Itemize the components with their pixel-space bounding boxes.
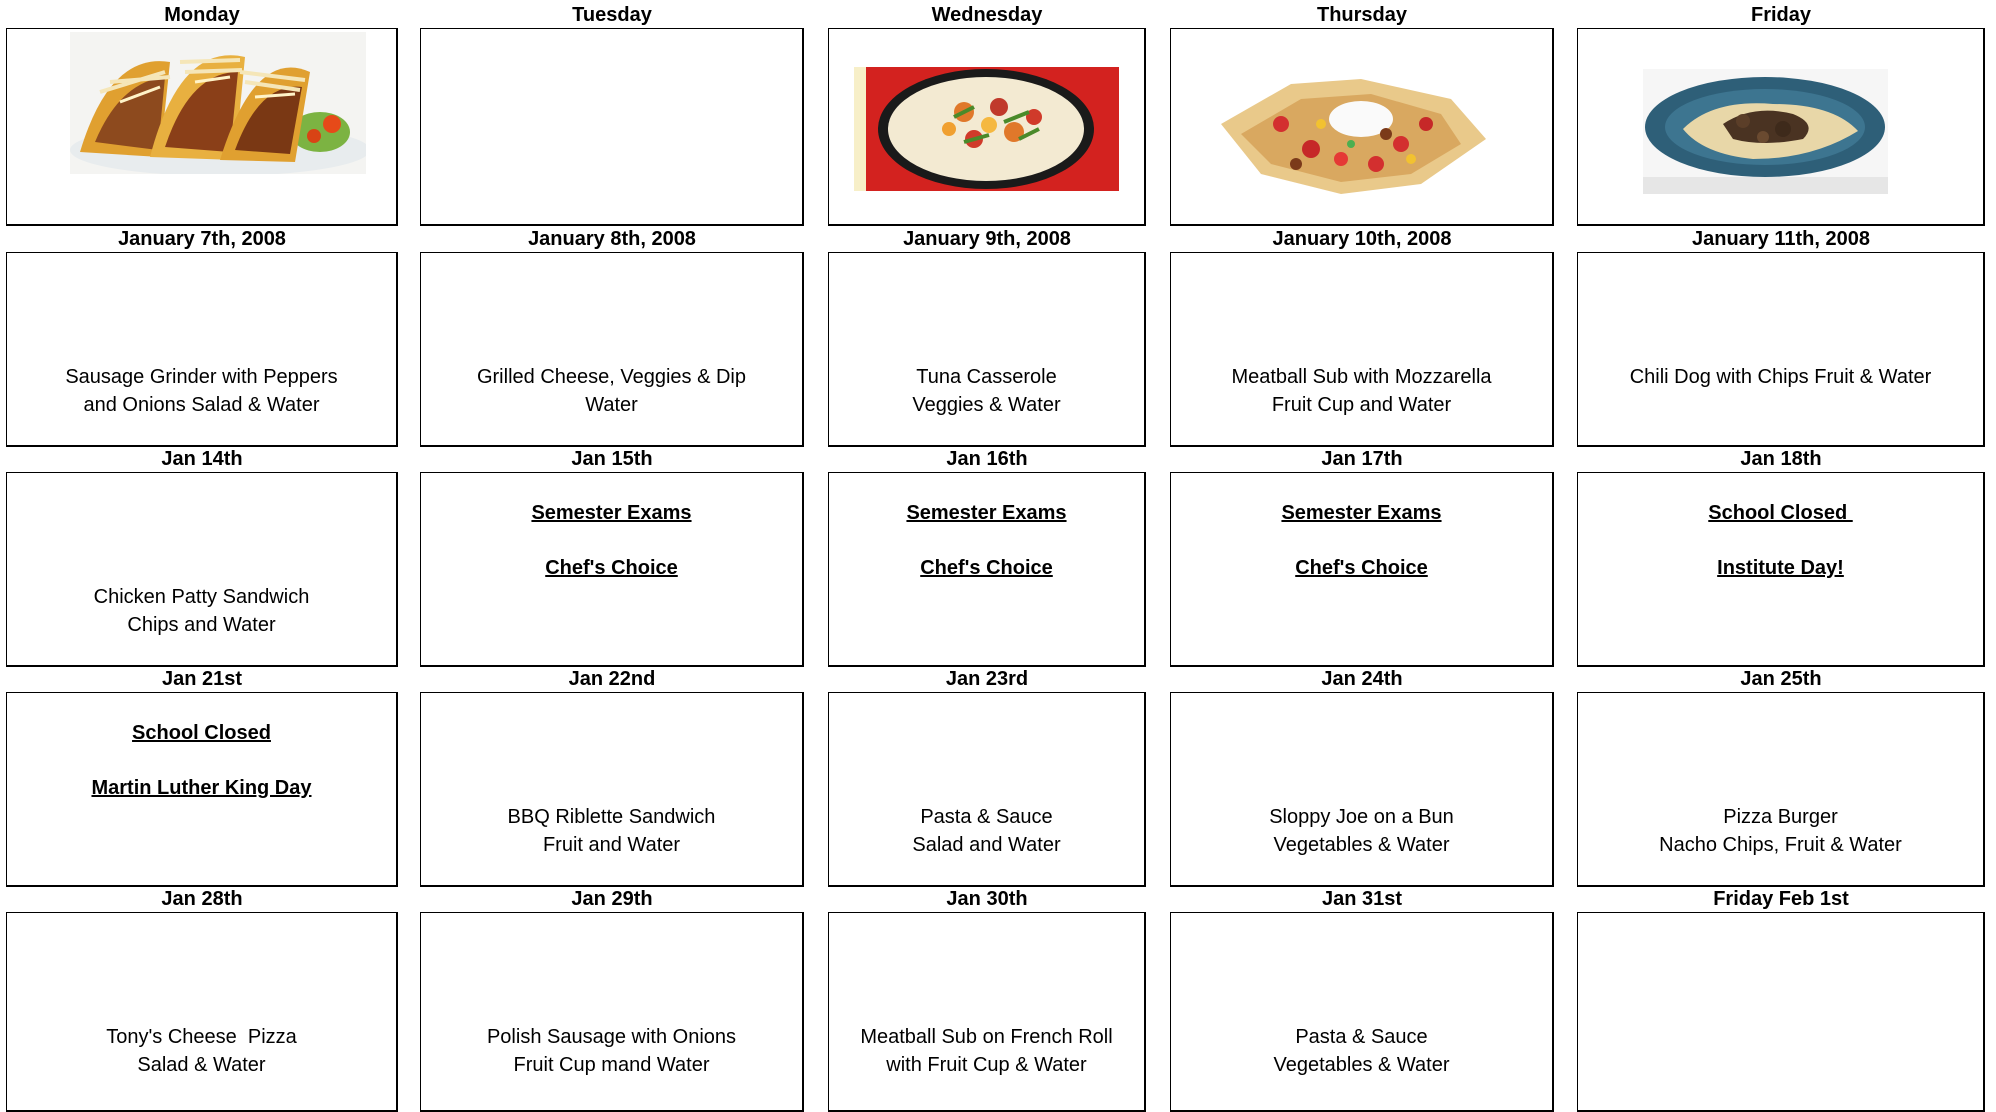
- date-header: Jan 24th: [1321, 668, 1403, 690]
- picture-cell-friday: [1577, 28, 1985, 226]
- menu-line: Sloppy Joe on a Bun: [1269, 806, 1454, 828]
- sweet-and-sour-rice-image: [854, 67, 1119, 191]
- menu-cell: [6, 472, 398, 667]
- notice-subheading: Chef's Choice: [920, 557, 1053, 579]
- menu-line: Vegetables & Water: [1273, 834, 1450, 856]
- notice-heading: School Closed: [132, 722, 271, 744]
- menu-text: [1578, 363, 1983, 391]
- menu-line: Fruit Cup mand Water: [513, 1054, 710, 1076]
- menu-line: Pasta & Sauce: [920, 806, 1053, 828]
- date-header: Jan 21st: [161, 668, 243, 690]
- menu-line: Tuna Casserole: [916, 366, 1057, 388]
- menu-line: Pizza Burger: [1723, 806, 1838, 828]
- menu-text: [421, 363, 802, 419]
- notice-subheading: Chef's Choice: [1295, 557, 1428, 579]
- menu-cell: [1170, 912, 1554, 1112]
- menu-line: Polish Sausage with Onions: [486, 1026, 737, 1048]
- menu-line: and Onions Salad & Water: [83, 394, 320, 416]
- menu-line: Fruit and Water: [542, 834, 681, 856]
- weekday-header-thursday: Thursday: [1316, 4, 1408, 26]
- weekday-header-monday: Monday: [164, 4, 240, 26]
- menu-text: [1171, 1023, 1552, 1079]
- menu-cell: [6, 252, 398, 447]
- menu-line: Chips and Water: [127, 614, 276, 636]
- menu-text: [421, 1023, 802, 1079]
- date-header: Jan 22nd: [568, 668, 656, 690]
- menu-text: [829, 803, 1144, 859]
- picture-cell-monday: [6, 28, 398, 226]
- menu-text: [829, 1023, 1144, 1079]
- menu-text: [829, 363, 1144, 419]
- date-header: Jan 28th: [161, 888, 243, 910]
- menu-cell: [828, 472, 1146, 667]
- menu-cell: [1577, 912, 1985, 1112]
- menu-cell: [420, 692, 804, 887]
- menu-cell: [1170, 692, 1554, 887]
- notice-heading: School Closed: [1708, 502, 1853, 524]
- date-header: Jan 29th: [571, 888, 653, 910]
- menu-line: Water: [585, 394, 638, 416]
- date-header: Jan 15th: [571, 448, 653, 470]
- picture-cell-thursday: [1170, 28, 1554, 226]
- menu-line: BBQ Riblette Sandwich: [507, 806, 716, 828]
- notice-subheading: Institute Day!: [1717, 557, 1844, 579]
- date-header: Jan 16th: [946, 448, 1028, 470]
- menu-cell: [1577, 252, 1985, 447]
- picture-cell-wednesday: [828, 28, 1146, 226]
- menu-line: with Fruit Cup & Water: [886, 1054, 1087, 1076]
- date-header: Jan 14th: [161, 448, 243, 470]
- date-header: Jan 31st: [1321, 888, 1403, 910]
- menu-text: [7, 583, 396, 639]
- tacos-image: [70, 32, 366, 174]
- date-header: January 7th, 2008: [118, 228, 286, 250]
- date-header: January 11th, 2008: [1692, 228, 1870, 250]
- date-header: Friday Feb 1st: [1713, 888, 1849, 910]
- date-header: January 8th, 2008: [528, 228, 696, 250]
- menu-cell: [6, 692, 398, 887]
- menu-line: Chicken Patty Sandwich: [93, 586, 310, 608]
- notice-subheading: Martin Luther King Day: [91, 777, 312, 799]
- date-header: Jan 17th: [1321, 448, 1403, 470]
- menu-line: Veggies & Water: [912, 394, 1061, 416]
- menu-cell: [1170, 252, 1554, 447]
- weekday-header-wednesday: Wednesday: [931, 4, 1043, 26]
- menu-cell: [828, 692, 1146, 887]
- date-header: Jan 23rd: [945, 668, 1029, 690]
- date-header: Jan 30th: [946, 888, 1028, 910]
- menu-cell: [420, 472, 804, 667]
- menu-line: Vegetables & Water: [1273, 1054, 1450, 1076]
- menu-cell: [1577, 692, 1985, 887]
- date-header: January 10th, 2008: [1272, 228, 1452, 250]
- weekday-header-tuesday: Tuesday: [572, 4, 652, 26]
- notice-heading: Semester Exams: [906, 502, 1067, 524]
- menu-text: [421, 803, 802, 859]
- menu-cell: [828, 252, 1146, 447]
- menu-line: Fruit Cup and Water: [1271, 394, 1452, 416]
- menu-text: [7, 363, 396, 419]
- picture-cell-tuesday: [420, 28, 804, 226]
- date-header: Jan 25th: [1740, 668, 1822, 690]
- menu-line: Chili Dog with Chips Fruit & Water: [1629, 366, 1932, 388]
- menu-line: Salad and Water: [912, 834, 1061, 856]
- weekday-header-friday: Friday: [1750, 4, 1812, 26]
- menu-text: [1171, 803, 1552, 859]
- menu-cell: [420, 252, 804, 447]
- menu-text: [1578, 803, 1983, 859]
- menu-line: Nacho Chips, Fruit & Water: [1659, 834, 1902, 856]
- menu-line: Grilled Cheese, Veggies & Dip: [476, 366, 747, 388]
- date-header: Jan 18th: [1740, 448, 1822, 470]
- nachos-image: [1211, 64, 1491, 199]
- menu-cell: [828, 912, 1146, 1112]
- date-header: January 9th, 2008: [903, 228, 1071, 250]
- menu-line: Sausage Grinder with Peppers: [65, 366, 338, 388]
- menu-line: Pasta & Sauce: [1295, 1026, 1428, 1048]
- menu-cell: [1170, 472, 1554, 667]
- menu-cell: [1577, 472, 1985, 667]
- menu-cell: [420, 912, 804, 1112]
- menu-line: Tony's Cheese Pizza: [106, 1026, 297, 1048]
- notice-subheading: Chef's Choice: [545, 557, 678, 579]
- menu-line: Meatball Sub on French Roll: [860, 1026, 1113, 1048]
- menu-text: [1171, 363, 1552, 419]
- menu-line: Salad & Water: [137, 1054, 266, 1076]
- notice-heading: Semester Exams: [531, 502, 692, 524]
- notice-heading: Semester Exams: [1281, 502, 1442, 524]
- beef-stroganoff-image: [1643, 69, 1888, 194]
- menu-text: [7, 1023, 396, 1079]
- menu-cell: [6, 912, 398, 1112]
- menu-line: Meatball Sub with Mozzarella: [1231, 366, 1492, 388]
